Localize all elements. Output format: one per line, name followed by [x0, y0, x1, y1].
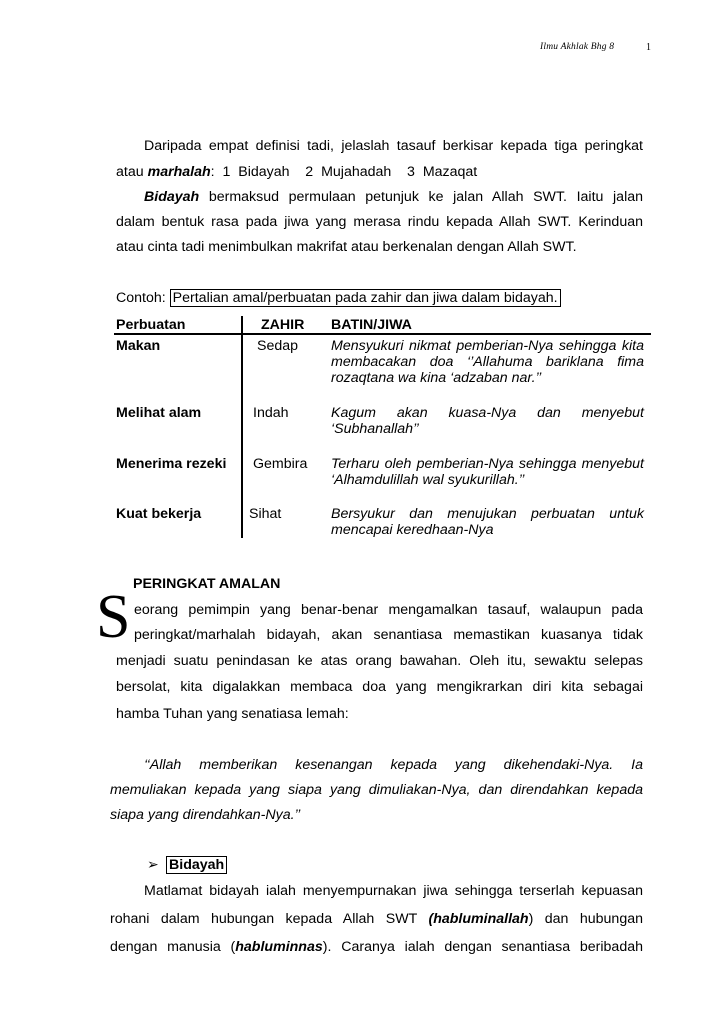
contoh-boxed-text: Pertalian amal/perbuatan pada zahir dan jiwa dalam bidayah.	[170, 289, 561, 307]
table-column-divider	[241, 316, 243, 538]
table-row-zahir: Indah	[253, 405, 289, 421]
table-row-zahir: Sihat	[249, 506, 282, 522]
bidayah-line-1: Bidayah bermaksud permulaan petunjuk ke jalan Allah SWT. Iaitu jalan	[144, 189, 643, 205]
term-marhalah: marhalah	[147, 164, 211, 180]
section-heading-peringkat-amalan: PERINGKAT AMALAN	[133, 576, 281, 592]
contoh-line: Contoh: Pertalian amal/perbuatan pada zahir dan jiwa dalam bidayah.	[116, 290, 561, 306]
quote-line-2: memuliakan kepada yang siapa yang dimuliakan-Nya, dan direndahkan kepada	[110, 782, 643, 798]
table-row-batin: Kagum akan kuasa-Nya dan menyebut ‘Subhanallah’’	[331, 405, 644, 437]
table-row-batin: Terharu oleh pemberian-Nya sehingga menyebut ‘Alhamdulillah wal syukurillah.’’	[331, 456, 644, 488]
table-row-perbuatan: Makan	[116, 338, 161, 354]
table-header-zahir: ZAHIR	[261, 317, 305, 333]
subheading-bidayah: Bidayah	[166, 856, 227, 874]
intro-line-2: atau marhalah: 1 Bidayah 2 Mujahadah 3 Mazaqat	[116, 164, 478, 180]
bidayah-section-line-2: rohani dalam hubungan kepada Allah SWT (habluminallah) dan hubungan	[110, 911, 643, 927]
amalan-line-3: menjadi suatu penindasan ke atas orang bawahan. Oleh itu, sewaktu selepas	[116, 653, 643, 669]
bidayah-section-line-3: dengan manusia (habluminnas). Caranya ialah dengan senantiasa beribadah	[110, 939, 643, 955]
amalan-line-5: hamba Tuhan yang senatiasa lemah:	[116, 706, 349, 722]
table-header-perbuatan: Perbuatan	[116, 317, 186, 333]
term-bidayah: Bidayah	[144, 189, 200, 205]
table-row-zahir: Gembira	[253, 456, 308, 472]
table-row-perbuatan: Kuat bekerja	[116, 506, 202, 522]
term-habluminnas: habluminnas	[235, 939, 323, 955]
bidayah-line-2: dalam bentuk rasa pada jiwa yang merasa rindu kepada Allah SWT. Kerinduan	[116, 214, 643, 230]
running-header-title: Ilmu Akhlak Bhg 8	[540, 42, 615, 52]
table-header-batin: BATIN/JIWA	[331, 317, 412, 333]
quote-line-3: siapa yang direndahkan-Nya.’’	[110, 807, 301, 823]
quote-line-1: ‘‘Allah memberikan kesenangan kepada yang dikehendaki-Nya. Ia	[144, 757, 643, 773]
table-row-zahir: Sedap	[257, 338, 299, 354]
table-header-rule	[114, 333, 651, 335]
intro-line-1: Daripada empat definisi tadi, jelaslah tasauf berkisar kepada tiga peringkat	[144, 138, 643, 154]
term-habluminallah: (habluminallah	[428, 911, 529, 927]
bidayah-section-line-1: Matlamat bidayah ialah menyempurnakan jiwa sehingga terserlah kepuasan	[144, 883, 643, 899]
page-number: 1	[646, 42, 651, 53]
drop-cap: S	[96, 583, 131, 651]
table-row-batin: Bersyukur dan menujukan perbuatan untuk mencapai keredhaan-Nya	[331, 506, 644, 538]
table-row-batin: Mensyukuri nikmat pemberian-Nya sehingga kita membacakan doa ‘’Allahuma bariklana fima rozaqtana wa kina ‘adzaban nar.’’	[331, 338, 644, 386]
amalan-line-1: eorang pemimpin yang benar-benar mengamalkan tasauf, walaupun pada	[134, 602, 643, 618]
table-row-perbuatan: Menerima rezeki	[116, 456, 227, 472]
table-row-perbuatan: Melihat alam	[116, 405, 202, 421]
amalan-line-4: bersolat, kita digalakkan membaca doa yang mengikrarkan diri kita sebagai	[116, 679, 643, 695]
amalan-line-2: peringkat/marhalah bidayah, akan senantiasa memastikan kuasanya tidak	[134, 627, 643, 643]
bidayah-line-3: atau cinta tadi menimbulkan makrifat atau berkenalan dengan Allah SWT.	[116, 239, 577, 255]
arrow-bullet-icon: ➢	[147, 857, 159, 873]
